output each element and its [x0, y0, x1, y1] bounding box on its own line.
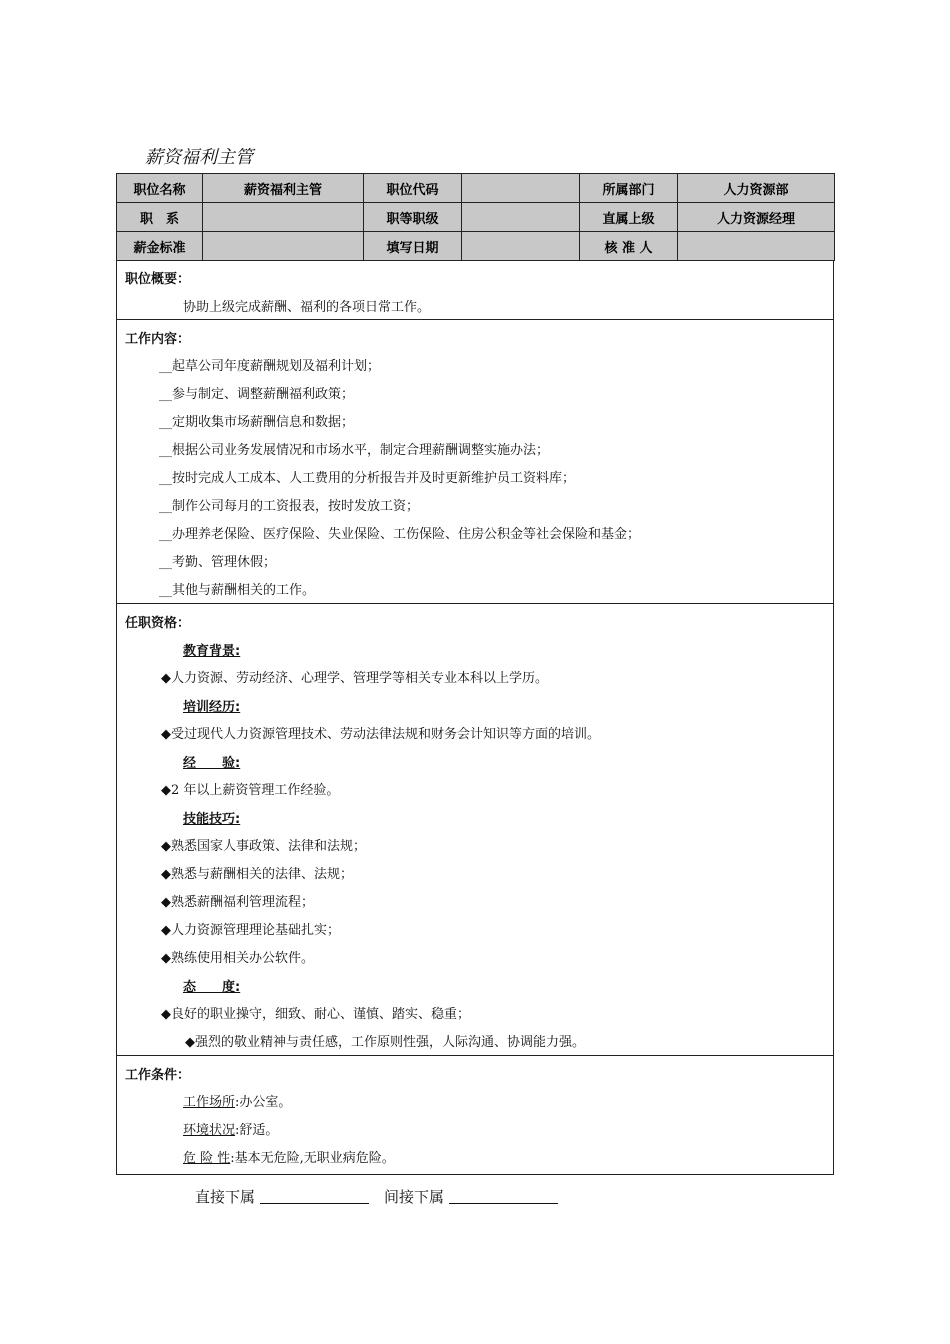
environment-line: [183, 1119, 278, 1138]
risk-label: 危 险 性: [183, 1151, 231, 1166]
table-row: [117, 203, 835, 232]
label-grade: 职等职级: [364, 203, 462, 232]
duties-section: [116, 320, 834, 604]
label-salary: 薪金标准: [117, 232, 203, 261]
list-item: ◆熟悉与薪酬相关的法律、法规；: [161, 867, 353, 882]
label-position-name: 职位名称: [117, 174, 203, 203]
value-department: 人力资源部: [678, 174, 835, 203]
overview-heading: 职位概要：: [125, 272, 191, 287]
value-approver: [678, 232, 835, 261]
direct-subordinates-blank: [260, 1203, 369, 1204]
attitude-label: 态 度:: [183, 980, 241, 995]
label-position-code: 职位代码: [364, 174, 462, 203]
list-item: ◆良好的职业操守，细致、耐心、谨慎、踏实、稳重；: [161, 1007, 470, 1022]
qualifications-heading: 任职资格：: [125, 616, 191, 631]
skills-label: 技能技巧:: [183, 812, 241, 827]
header-table: [116, 173, 835, 261]
list-item: __考勤、管理休假；: [159, 555, 277, 570]
list-item: ◆人力资源管理理论基础扎实；: [161, 923, 340, 938]
list-item: __起草公司年度薪酬规划及福利计划；: [159, 359, 381, 374]
value-grade: [462, 203, 580, 232]
value-position-code: [462, 174, 580, 203]
value-fill-date: [462, 232, 580, 261]
experience-text: ◆2 年以上薪资管理工作经验。: [161, 783, 340, 798]
conditions-heading: 工作条件：: [125, 1068, 191, 1083]
risk-value: :基本无危险,无职业病危险。: [230, 1151, 395, 1166]
education-label: 教育背景:: [183, 644, 241, 659]
list-item: ◆熟悉薪酬福利管理流程；: [161, 895, 314, 910]
list-item: ◆熟练使用相关办公软件。: [161, 951, 314, 966]
label-fill-date: 填写日期: [364, 232, 462, 261]
overview-text: 协助上级完成薪酬、福利的各项日常工作。: [183, 300, 431, 315]
table-row: [117, 232, 835, 261]
training-label: 培训经历:: [183, 700, 241, 715]
environment-value: :舒适。: [235, 1123, 279, 1138]
page-title: 薪资福利主管: [145, 147, 253, 168]
direct-subordinates-label: 直接下属: [195, 1188, 256, 1206]
label-approver: 核 准 人: [580, 232, 678, 261]
list-item: __定期收集市场薪酬信息和数据；: [159, 415, 355, 430]
indirect-subordinates-blank: [449, 1203, 558, 1204]
workplace-value: :办公室。: [235, 1095, 292, 1110]
list-item: ◆熟悉国家人事政策、法律和法规；: [161, 839, 366, 854]
list-item: __参与制定、调整薪酬福利政策；: [159, 387, 355, 402]
qualifications-section: [116, 604, 834, 1056]
list-item: __根据公司业务发展情况和市场水平，制定合理薪酬调整实施办法；: [159, 443, 550, 458]
label-department: 所属部门: [580, 174, 678, 203]
label-supervisor: 直属上级: [580, 203, 678, 232]
value-job-family: [203, 203, 364, 232]
list-item: ◆强烈的敬业精神与责任感，工作原则性强，人际沟通、协调能力强。: [185, 1035, 585, 1050]
conditions-section: [116, 1056, 834, 1175]
training-text: ◆受过现代人力资源管理技术、劳动法律法规和财务会计知识等方面的培训。: [161, 727, 600, 742]
table-row: [117, 174, 835, 203]
experience-label: 经 验:: [183, 756, 241, 771]
value-position-name: 薪资福利主管: [203, 174, 364, 203]
overview-section: [116, 260, 834, 320]
list-item: __制作公司每月的工资报表，按时发放工资；: [159, 499, 420, 514]
list-item: __办理养老保险、医疗保险、失业保险、工伤保险、住房公积金等社会保险和基金；: [159, 527, 641, 542]
environment-label: 环境状况: [183, 1123, 236, 1138]
education-text: ◆人力资源、劳动经济、心理学、管理学等相关专业本科以上学历。: [161, 671, 548, 686]
value-supervisor: 人力资源经理: [678, 203, 835, 232]
risk-line: [183, 1147, 395, 1166]
workplace-line: [183, 1091, 291, 1110]
indirect-subordinates-label: 间接下属: [384, 1188, 445, 1206]
label-job-family: 职 系: [117, 203, 203, 232]
duties-heading: 工作内容：: [125, 332, 191, 347]
workplace-label: 工作场所: [183, 1095, 236, 1110]
list-item: __按时完成人工成本、人工费用的分析报告并及时更新维护员工资料库；: [159, 471, 576, 486]
value-salary: [203, 232, 364, 261]
list-item: __其他与薪酬相关的工作。: [159, 583, 316, 598]
